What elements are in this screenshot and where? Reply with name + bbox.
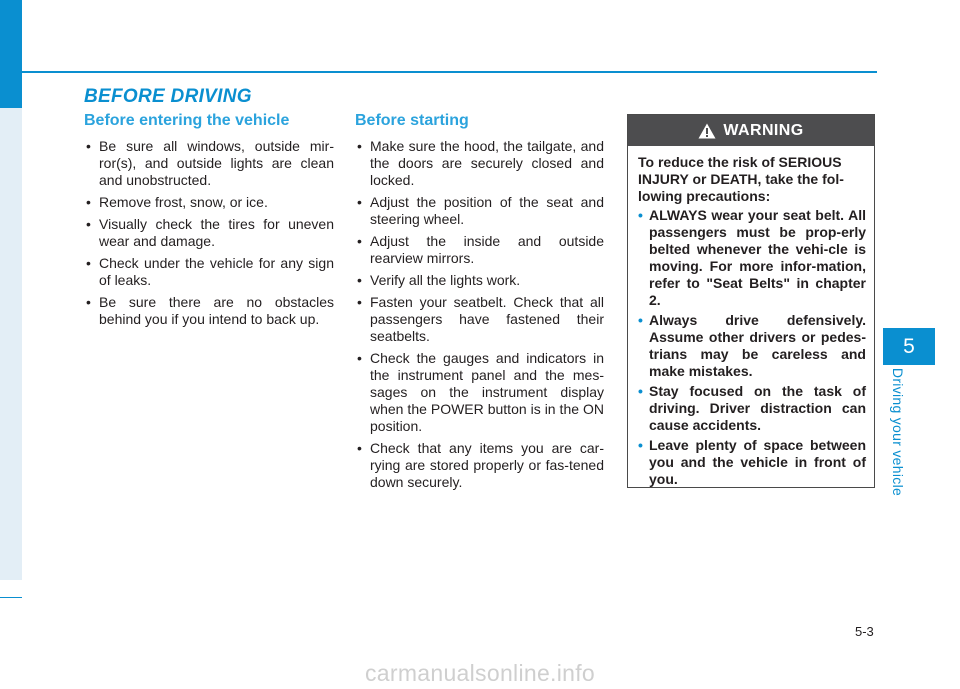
header-rule: [22, 71, 877, 73]
warning-list: [638, 207, 866, 488]
chapter-number-tab: 5: [883, 328, 935, 365]
heading-before-starting: Before starting: [355, 112, 469, 129]
warning-header: [628, 115, 874, 146]
left-margin-tab: [0, 0, 22, 108]
warning-item: • Always drive defensively. Assume other drivers or pedes-trians may be careless and make mistakes.: [638, 312, 866, 380]
warning-box: [627, 114, 875, 488]
list-item: • Verify all the lights work.: [357, 272, 604, 289]
left-margin-line: [0, 597, 22, 598]
heading-before-entering: Before entering the vehicle: [84, 112, 290, 129]
chapter-title-text: Driving your vehicle: [890, 367, 906, 497]
warning-label: WARNING: [723, 121, 804, 139]
list-item: • Check under the vehicle for any sign of leaks.: [86, 255, 334, 289]
warning-body: [628, 146, 874, 488]
warning-item: • ALWAYS wear your seat belt. All passengers must be prop-erly belted whenever the vehi-cle is moving. For more infor-mation, refer to "Seat Belts" in chapter 2.: [638, 207, 866, 309]
warning-item: • Leave plenty of space between you and the vehicle in front of you.: [638, 437, 866, 488]
list-item: • Check the gauges and indicators in the instrument panel and the mes-sages on the instrument display when the POWER button is in the ON position.: [357, 350, 604, 435]
warning-intro: To reduce the risk of SERIOUS INJURY or DEATH, take the fol-lowing precautions:: [638, 154, 844, 204]
list-item: • Check that any items you are car-rying are stored properly or fas-tened down securely.: [357, 440, 604, 491]
list-item: • Adjust the position of the seat and steering wheel.: [357, 194, 604, 228]
list-item: • Visually check the tires for uneven wear and damage.: [86, 216, 334, 250]
list-item: • Adjust the inside and outside rearview mirrors.: [357, 233, 604, 267]
warning-triangle-icon: [698, 123, 716, 139]
list-item: • Be sure all windows, outside mir-ror(s), and outside lights are clean and unobstructed.: [86, 138, 334, 189]
watermark: carmanualsonline.info: [364, 660, 596, 686]
section-title: BEFORE DRIVING: [84, 86, 252, 107]
list-item: • Remove frost, snow, or ice.: [86, 194, 334, 211]
before-starting-list: [357, 138, 604, 496]
warning-item: • Stay focused on the task of driving. Driver distraction can cause accidents.: [638, 383, 866, 434]
list-item: • Be sure there are no obstacles behind you if you intend to back up.: [86, 294, 334, 328]
list-item: • Make sure the hood, the tailgate, and the doors are securely closed and locked.: [357, 138, 604, 189]
before-entering-list: [86, 138, 334, 333]
chapter-title: [886, 332, 906, 532]
page-number: 5-3: [855, 624, 874, 639]
list-item: • Fasten your seatbelt. Check that all passengers have fastened their seatbelts.: [357, 294, 604, 345]
